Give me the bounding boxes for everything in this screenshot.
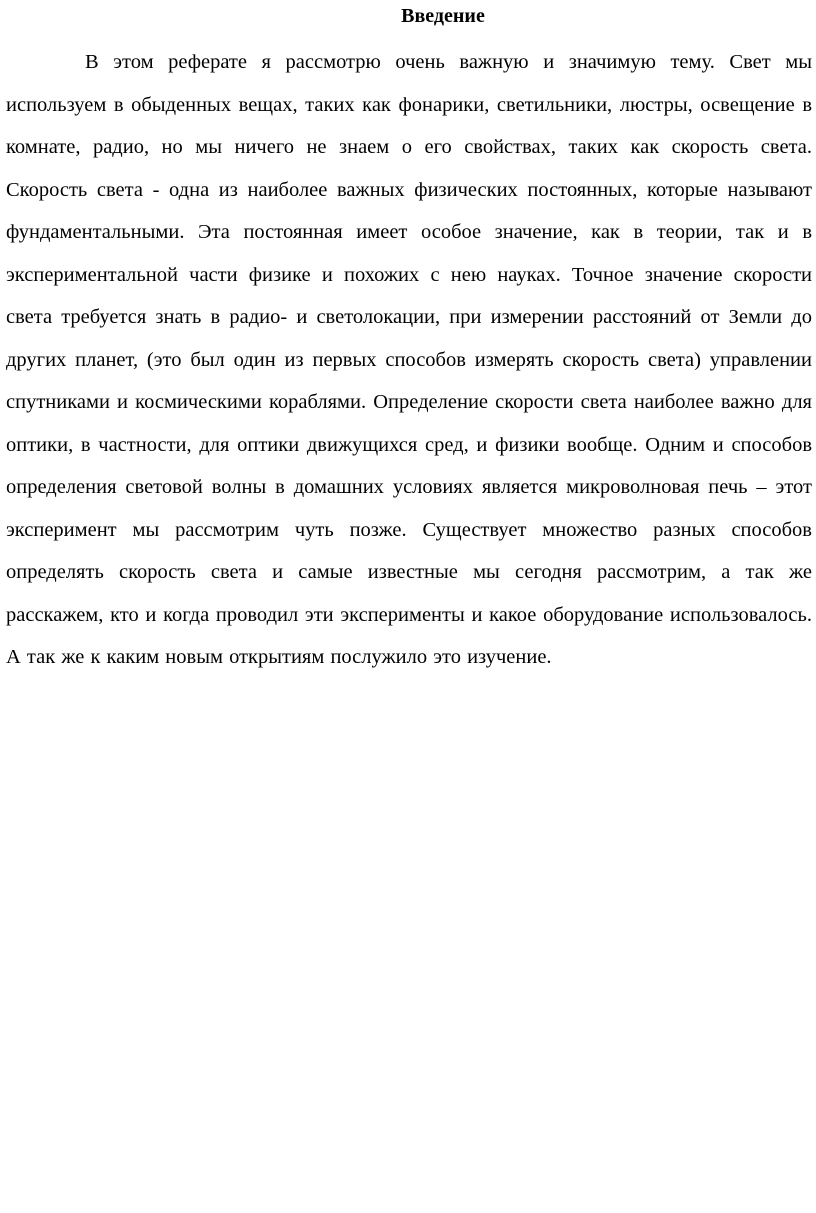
page-title: Введение [401, 5, 485, 27]
introduction-paragraph: В этом реферате я рассмотрю очень важную и значимую тему. Свет мы используем в обыденных вещах, таких как фонарики, светильники, люстры, освещение в комнате, радио, но мы ничего не знаем о его свойствах, таких как скорость света. Скорость света - одна из наиболее важных физических постоянных, которые называют фундаментальными. Эта постоянная имеет особое значение, как в теории, так и в экспериментальной части физике и похожих с нею науках. Точное значение скорости света требуется знать в радио- и светолокации, при измерении расстояний от Земли до других планет, (это был один из первых способов измерять скорость света) управлении спутниками и космическими кораблями. Определение скорости света наиболее важно для оптики, в частности, для оптики движущихся сред, и физики вообще. Одним и способов определения световой волны в домашних условиях является микроволновая печь – этот эксперимент мы рассмотрим чуть позже. Существует множество разных способов определять скорость света и самые известные мы сегодня рассмотрим, а так же расскажем, кто и когда проводил эти эксперименты и какое оборудование использовалось. А так же к каким новым открытиям послужило это изучение. [6, 51, 812, 668]
